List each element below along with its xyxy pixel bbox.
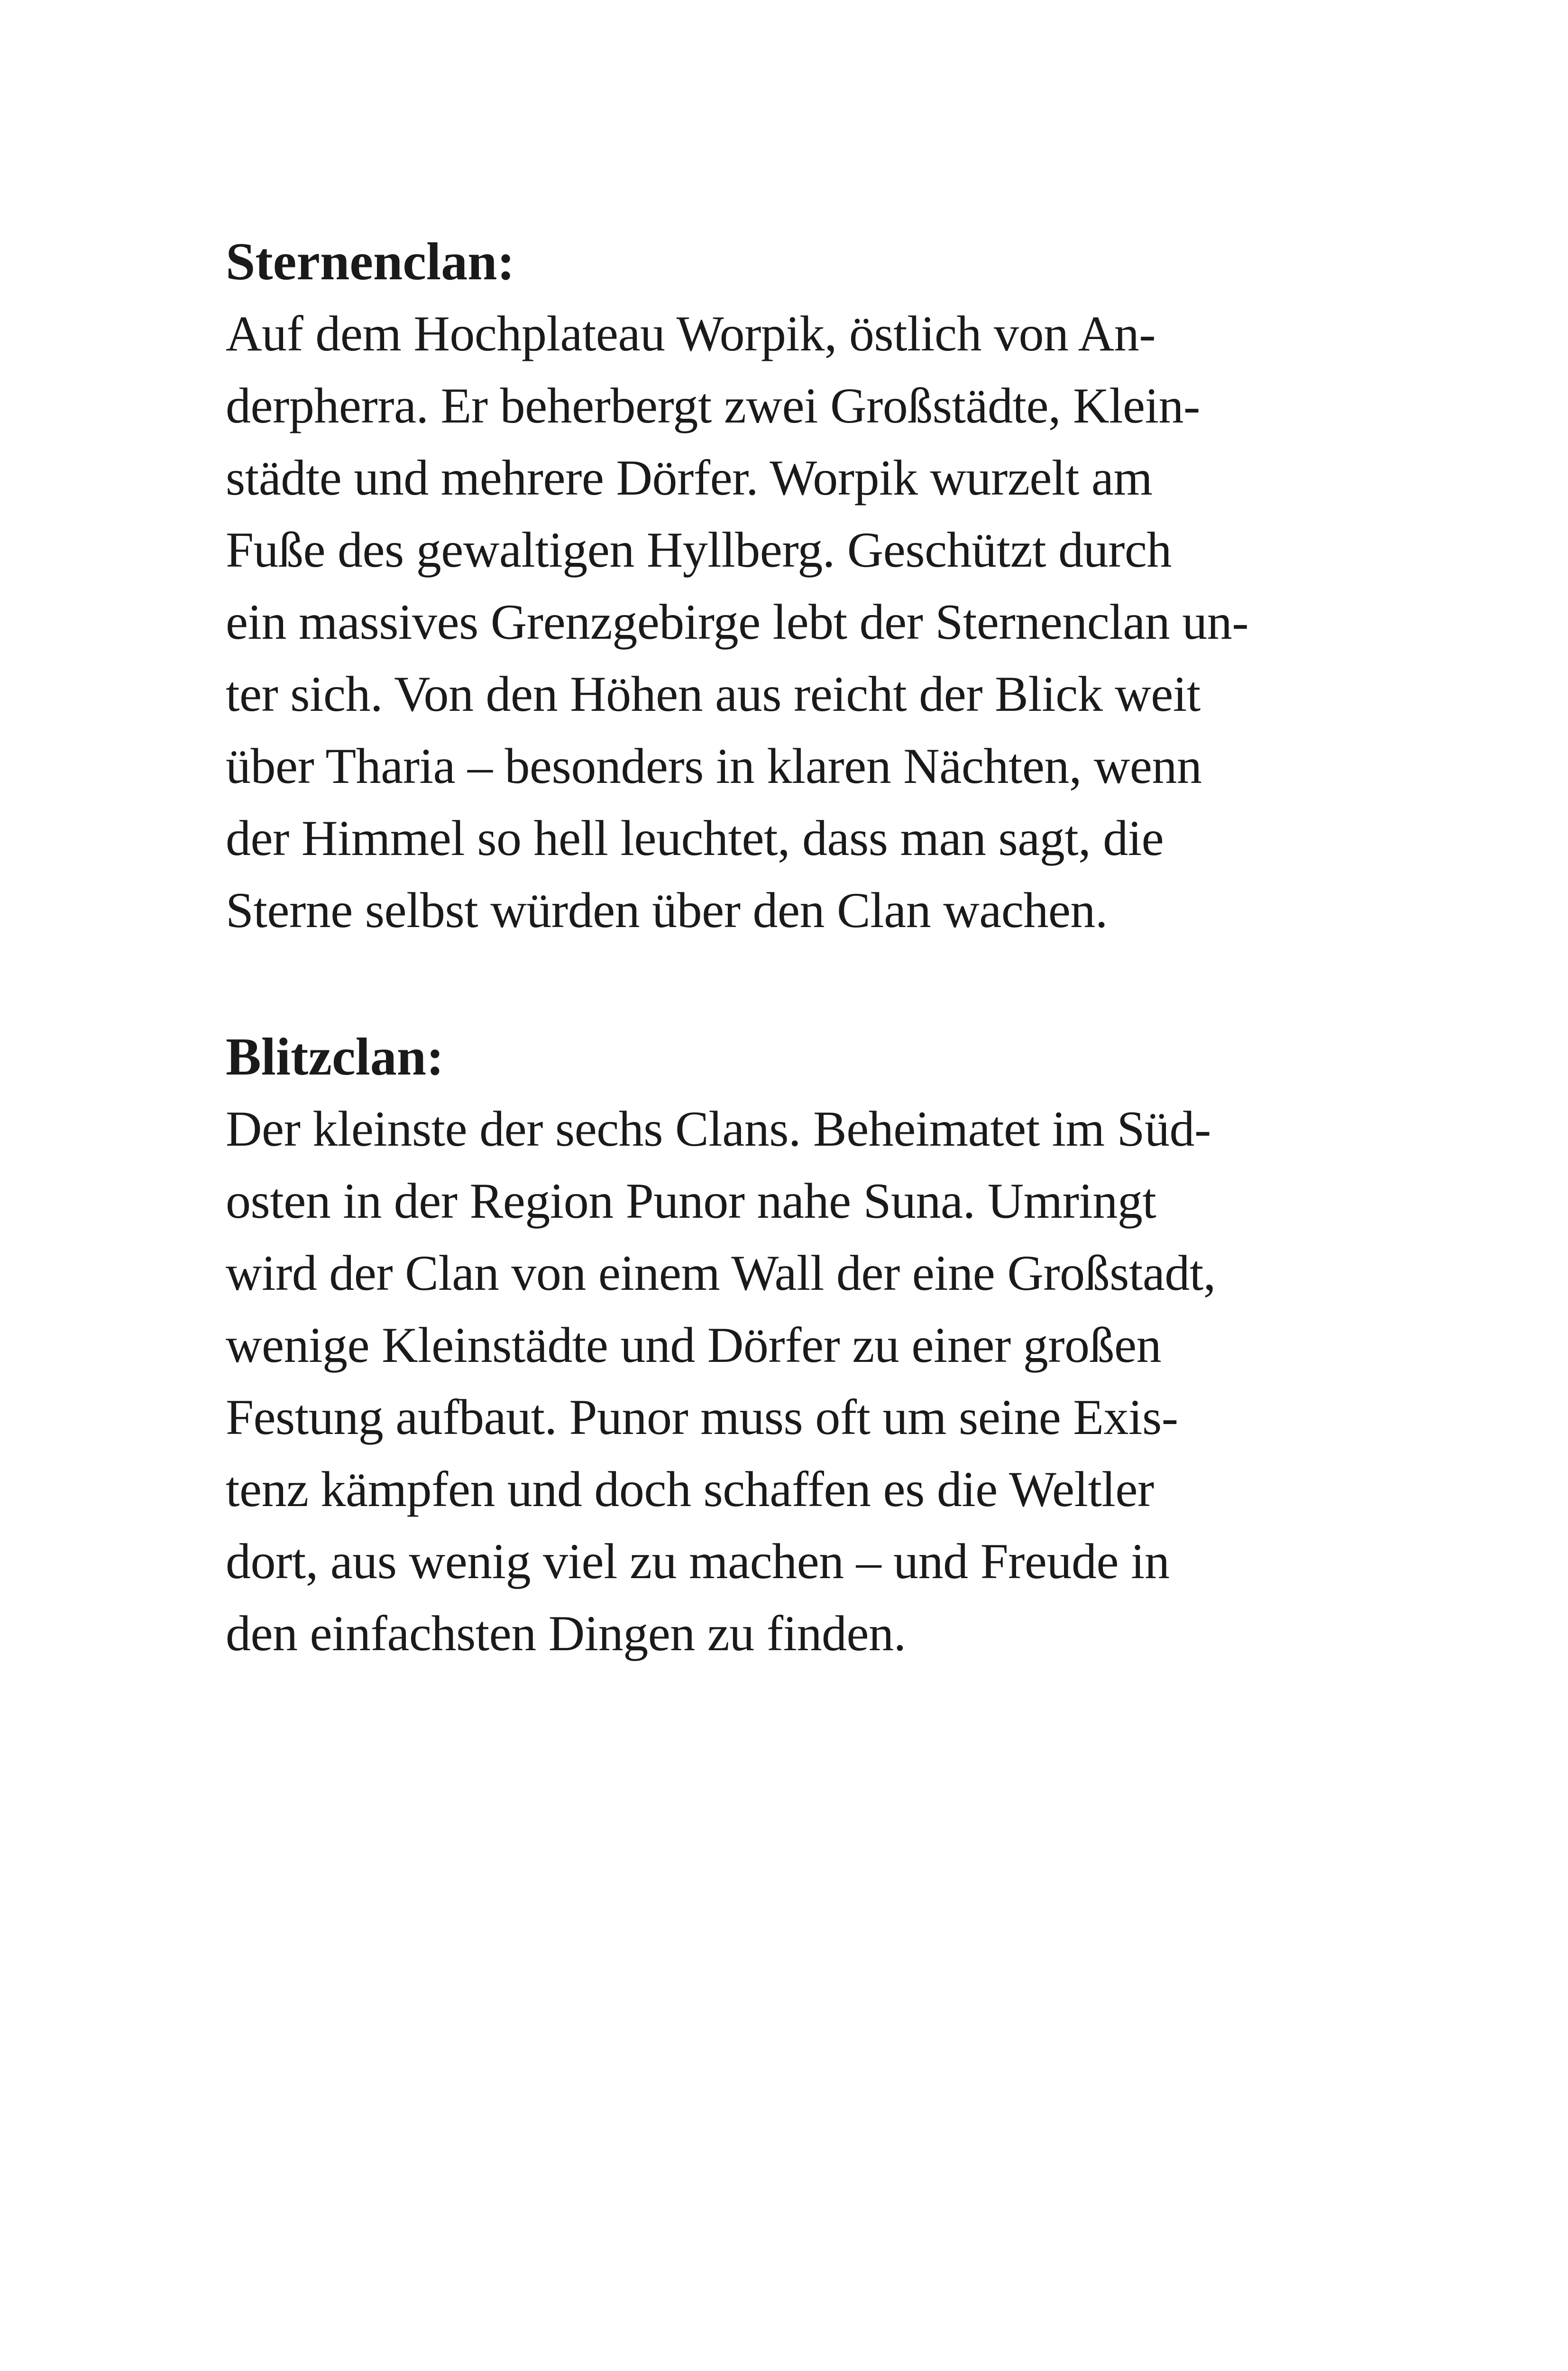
text-line: Fuße des gewaltigen Hyllberg. Geschützt durch (226, 522, 1172, 578)
text-line: den einfachsten Dingen zu finden. (226, 1606, 906, 1661)
section-heading: Sternenclan: (226, 232, 515, 291)
section-heading: Blitzclan: (226, 1028, 444, 1086)
text-line: Sterne selbst würden über den Clan wachen. (226, 882, 1108, 938)
text-line: städte und mehrere Dörfer. Worpik wurzelt am (226, 450, 1153, 505)
text-line: derpherra. Er beherbergt zwei Großstädte, Klein- (226, 378, 1200, 433)
text-line: tenz kämpfen und doch schaffen es die Weltler (226, 1461, 1154, 1517)
text-line: dort, aus wenig viel zu machen – und Freude in (226, 1534, 1170, 1589)
text-line: der Himmel so hell leuchtet, dass man sagt, die (226, 810, 1164, 866)
text-line: wird der Clan von einem Wall der eine Großstadt, (226, 1245, 1216, 1301)
text-line: Der kleinste der sechs Clans. Beheimatet im Süd- (226, 1101, 1211, 1157)
text-line: wenige Kleinstädte und Dörfer zu einer großen (226, 1317, 1162, 1373)
text-line: über Tharia – besonders in klaren Nächten, wenn (226, 738, 1202, 794)
text-line: osten in der Region Punor nahe Suna. Umringt (226, 1173, 1156, 1229)
text-line: ter sich. Von den Höhen aus reicht der Blick weit (226, 666, 1201, 722)
section-sternenclan (226, 226, 1345, 947)
text-line: Festung aufbaut. Punor muss oft um seine Exis- (226, 1389, 1178, 1445)
text-line: ein massives Grenzgebirge lebt der Sternenclan un- (226, 594, 1249, 650)
section-blitzclan (226, 1021, 1345, 1670)
text-line: Auf dem Hochplateau Worpik, östlich von An- (226, 306, 1156, 361)
